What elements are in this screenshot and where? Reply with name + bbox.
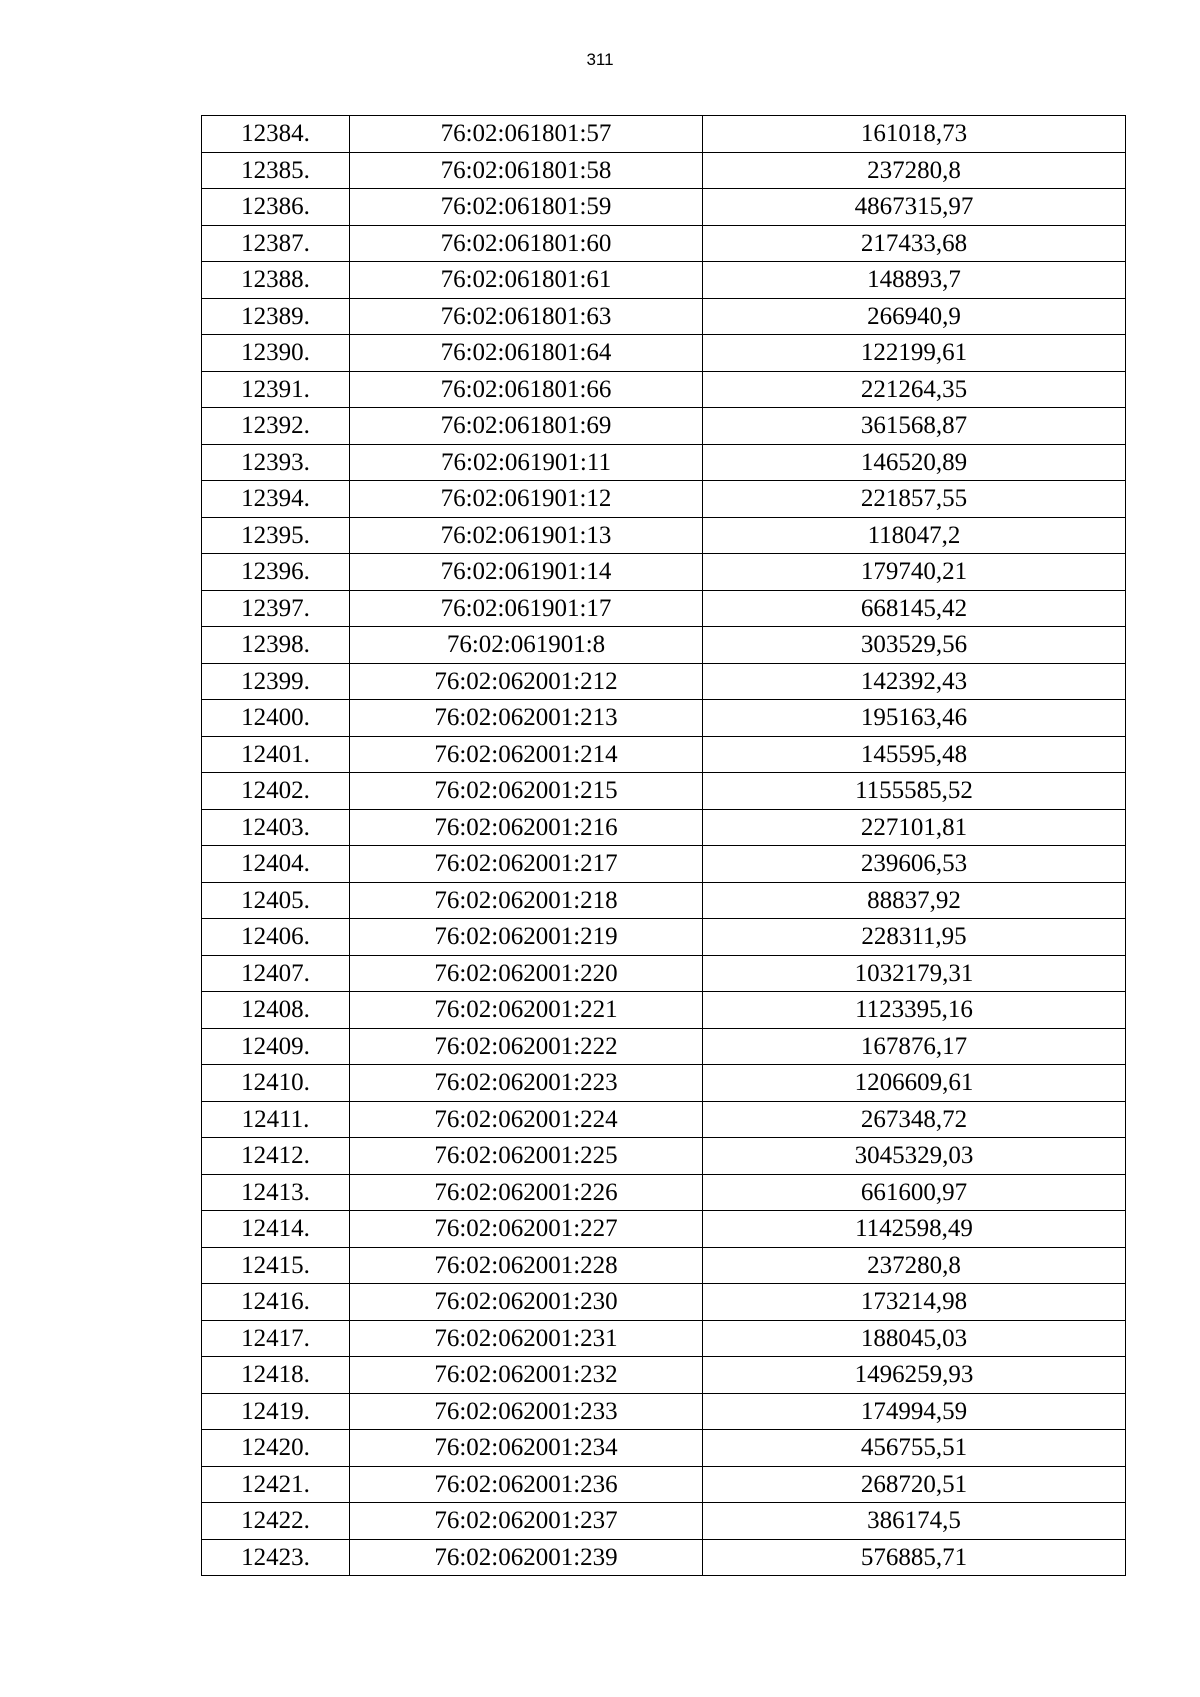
value-cell: 145595,48	[703, 736, 1126, 773]
cadastral-number-cell: 76:02:062001:236	[350, 1466, 703, 1503]
cadastral-number-cell: 76:02:062001:231	[350, 1320, 703, 1357]
value-cell: 217433,68	[703, 225, 1126, 262]
table-row	[202, 1393, 1126, 1430]
cadastral-number-cell: 76:02:062001:218	[350, 882, 703, 919]
value-cell: 239606,53	[703, 846, 1126, 883]
row-number-cell: 12420.	[202, 1430, 350, 1467]
table-row	[202, 1539, 1126, 1576]
table-row	[202, 371, 1126, 408]
value-cell: 228311,95	[703, 919, 1126, 956]
value-cell: 576885,71	[703, 1539, 1126, 1576]
row-number-cell: 12404.	[202, 846, 350, 883]
table-row	[202, 1466, 1126, 1503]
row-number-cell: 12402.	[202, 773, 350, 810]
row-number-cell: 12410.	[202, 1065, 350, 1102]
cadastral-number-cell: 76:02:062001:220	[350, 955, 703, 992]
table-row	[202, 298, 1126, 335]
table-row	[202, 152, 1126, 189]
cadastral-number-cell: 76:02:061801:59	[350, 189, 703, 226]
cadastral-number-cell: 76:02:061801:61	[350, 262, 703, 299]
cadastral-number-cell: 76:02:062001:234	[350, 1430, 703, 1467]
cadastral-number-cell: 76:02:062001:217	[350, 846, 703, 883]
value-cell: 237280,8	[703, 1247, 1126, 1284]
row-number-cell: 12396.	[202, 554, 350, 591]
row-number-cell: 12386.	[202, 189, 350, 226]
table-row	[202, 225, 1126, 262]
cadastral-number-cell: 76:02:062001:230	[350, 1284, 703, 1321]
cadastral-number-cell: 76:02:061801:57	[350, 116, 703, 153]
table-row	[202, 1284, 1126, 1321]
value-cell: 1123395,16	[703, 992, 1126, 1029]
table-row	[202, 1065, 1126, 1102]
value-cell: 386174,5	[703, 1503, 1126, 1540]
table-row	[202, 1101, 1126, 1138]
table-row	[202, 919, 1126, 956]
value-cell: 195163,46	[703, 700, 1126, 737]
row-number-cell: 12421.	[202, 1466, 350, 1503]
cadastral-number-cell: 76:02:062001:239	[350, 1539, 703, 1576]
value-cell: 179740,21	[703, 554, 1126, 591]
cadastral-number-cell: 76:02:062001:228	[350, 1247, 703, 1284]
table-row	[202, 700, 1126, 737]
row-number-cell: 12405.	[202, 882, 350, 919]
table-row	[202, 444, 1126, 481]
value-cell: 161018,73	[703, 116, 1126, 153]
row-number-cell: 12417.	[202, 1320, 350, 1357]
value-cell: 266940,9	[703, 298, 1126, 335]
cadastral-number-cell: 76:02:062001:232	[350, 1357, 703, 1394]
row-number-cell: 12418.	[202, 1357, 350, 1394]
registry-table	[201, 115, 1126, 1576]
cadastral-number-cell: 76:02:062001:225	[350, 1138, 703, 1175]
row-number-cell: 12398.	[202, 627, 350, 664]
row-number-cell: 12394.	[202, 481, 350, 518]
cadastral-number-cell: 76:02:062001:222	[350, 1028, 703, 1065]
value-cell: 174994,59	[703, 1393, 1126, 1430]
table-row	[202, 1028, 1126, 1065]
cadastral-number-cell: 76:02:062001:224	[350, 1101, 703, 1138]
value-cell: 167876,17	[703, 1028, 1126, 1065]
value-cell: 173214,98	[703, 1284, 1126, 1321]
value-cell: 1142598,49	[703, 1211, 1126, 1248]
cadastral-number-cell: 76:02:061901:12	[350, 481, 703, 518]
row-number-cell: 12411.	[202, 1101, 350, 1138]
value-cell: 148893,7	[703, 262, 1126, 299]
cadastral-number-cell: 76:02:062001:226	[350, 1174, 703, 1211]
value-cell: 118047,2	[703, 517, 1126, 554]
value-cell: 146520,89	[703, 444, 1126, 481]
row-number-cell: 12423.	[202, 1539, 350, 1576]
table-row	[202, 736, 1126, 773]
value-cell: 456755,51	[703, 1430, 1126, 1467]
page-number: 311	[586, 50, 614, 69]
value-cell: 142392,43	[703, 663, 1126, 700]
cadastral-number-cell: 76:02:061901:17	[350, 590, 703, 627]
value-cell: 88837,92	[703, 882, 1126, 919]
table-row	[202, 773, 1126, 810]
row-number-cell: 12401.	[202, 736, 350, 773]
row-number-cell: 12392.	[202, 408, 350, 445]
value-cell: 1496259,93	[703, 1357, 1126, 1394]
value-cell: 303529,56	[703, 627, 1126, 664]
table-row	[202, 189, 1126, 226]
row-number-cell: 12414.	[202, 1211, 350, 1248]
row-number-cell: 12419.	[202, 1393, 350, 1430]
value-cell: 221857,55	[703, 481, 1126, 518]
table-row	[202, 1320, 1126, 1357]
row-number-cell: 12416.	[202, 1284, 350, 1321]
table-row	[202, 554, 1126, 591]
table-row	[202, 882, 1126, 919]
cadastral-number-cell: 76:02:061901:14	[350, 554, 703, 591]
table-row	[202, 1503, 1126, 1540]
registry-table-body	[202, 116, 1126, 1576]
table-row	[202, 1138, 1126, 1175]
row-number-cell: 12393.	[202, 444, 350, 481]
table-row	[202, 1211, 1126, 1248]
cadastral-number-cell: 76:02:061901:8	[350, 627, 703, 664]
cadastral-number-cell: 76:02:061901:13	[350, 517, 703, 554]
table-row	[202, 627, 1126, 664]
cadastral-number-cell: 76:02:061801:60	[350, 225, 703, 262]
cadastral-number-cell: 76:02:062001:216	[350, 809, 703, 846]
row-number-cell: 12412.	[202, 1138, 350, 1175]
cadastral-number-cell: 76:02:062001:233	[350, 1393, 703, 1430]
cadastral-number-cell: 76:02:061901:11	[350, 444, 703, 481]
value-cell: 1155585,52	[703, 773, 1126, 810]
cadastral-number-cell: 76:02:062001:223	[350, 1065, 703, 1102]
table-row	[202, 663, 1126, 700]
row-number-cell: 12389.	[202, 298, 350, 335]
value-cell: 267348,72	[703, 1101, 1126, 1138]
cadastral-number-cell: 76:02:061801:69	[350, 408, 703, 445]
value-cell: 188045,03	[703, 1320, 1126, 1357]
cadastral-number-cell: 76:02:062001:213	[350, 700, 703, 737]
value-cell: 1032179,31	[703, 955, 1126, 992]
table-row	[202, 809, 1126, 846]
row-number-cell: 12385.	[202, 152, 350, 189]
row-number-cell: 12407.	[202, 955, 350, 992]
row-number-cell: 12395.	[202, 517, 350, 554]
row-number-cell: 12403.	[202, 809, 350, 846]
table-row	[202, 517, 1126, 554]
value-cell: 361568,87	[703, 408, 1126, 445]
table-row	[202, 992, 1126, 1029]
table-row	[202, 1357, 1126, 1394]
table-row	[202, 590, 1126, 627]
cadastral-number-cell: 76:02:062001:221	[350, 992, 703, 1029]
value-cell: 122199,61	[703, 335, 1126, 372]
row-number-cell: 12399.	[202, 663, 350, 700]
table-row	[202, 335, 1126, 372]
value-cell: 268720,51	[703, 1466, 1126, 1503]
row-number-cell: 12391.	[202, 371, 350, 408]
row-number-cell: 12413.	[202, 1174, 350, 1211]
row-number-cell: 12406.	[202, 919, 350, 956]
row-number-cell: 12409.	[202, 1028, 350, 1065]
row-number-cell: 12408.	[202, 992, 350, 1029]
row-number-cell: 12422.	[202, 1503, 350, 1540]
cadastral-number-cell: 76:02:062001:227	[350, 1211, 703, 1248]
table-row	[202, 1430, 1126, 1467]
cadastral-number-cell: 76:02:061801:63	[350, 298, 703, 335]
row-number-cell: 12388.	[202, 262, 350, 299]
value-cell: 221264,35	[703, 371, 1126, 408]
table-row	[202, 116, 1126, 153]
value-cell: 227101,81	[703, 809, 1126, 846]
value-cell: 4867315,97	[703, 189, 1126, 226]
table-row	[202, 1174, 1126, 1211]
row-number-cell: 12400.	[202, 700, 350, 737]
table-row	[202, 262, 1126, 299]
value-cell: 661600,97	[703, 1174, 1126, 1211]
table-row	[202, 955, 1126, 992]
cadastral-number-cell: 76:02:061801:58	[350, 152, 703, 189]
cadastral-number-cell: 76:02:062001:215	[350, 773, 703, 810]
row-number-cell: 12387.	[202, 225, 350, 262]
table-row	[202, 408, 1126, 445]
cadastral-number-cell: 76:02:062001:214	[350, 736, 703, 773]
row-number-cell: 12415.	[202, 1247, 350, 1284]
table-row	[202, 846, 1126, 883]
value-cell: 668145,42	[703, 590, 1126, 627]
cadastral-number-cell: 76:02:062001:219	[350, 919, 703, 956]
cadastral-number-cell: 76:02:061801:66	[350, 371, 703, 408]
cadastral-number-cell: 76:02:061801:64	[350, 335, 703, 372]
row-number-cell: 12384.	[202, 116, 350, 153]
value-cell: 1206609,61	[703, 1065, 1126, 1102]
table-row	[202, 481, 1126, 518]
cadastral-number-cell: 76:02:062001:212	[350, 663, 703, 700]
value-cell: 237280,8	[703, 152, 1126, 189]
row-number-cell: 12390.	[202, 335, 350, 372]
cadastral-number-cell: 76:02:062001:237	[350, 1503, 703, 1540]
table-row	[202, 1247, 1126, 1284]
value-cell: 3045329,03	[703, 1138, 1126, 1175]
row-number-cell: 12397.	[202, 590, 350, 627]
